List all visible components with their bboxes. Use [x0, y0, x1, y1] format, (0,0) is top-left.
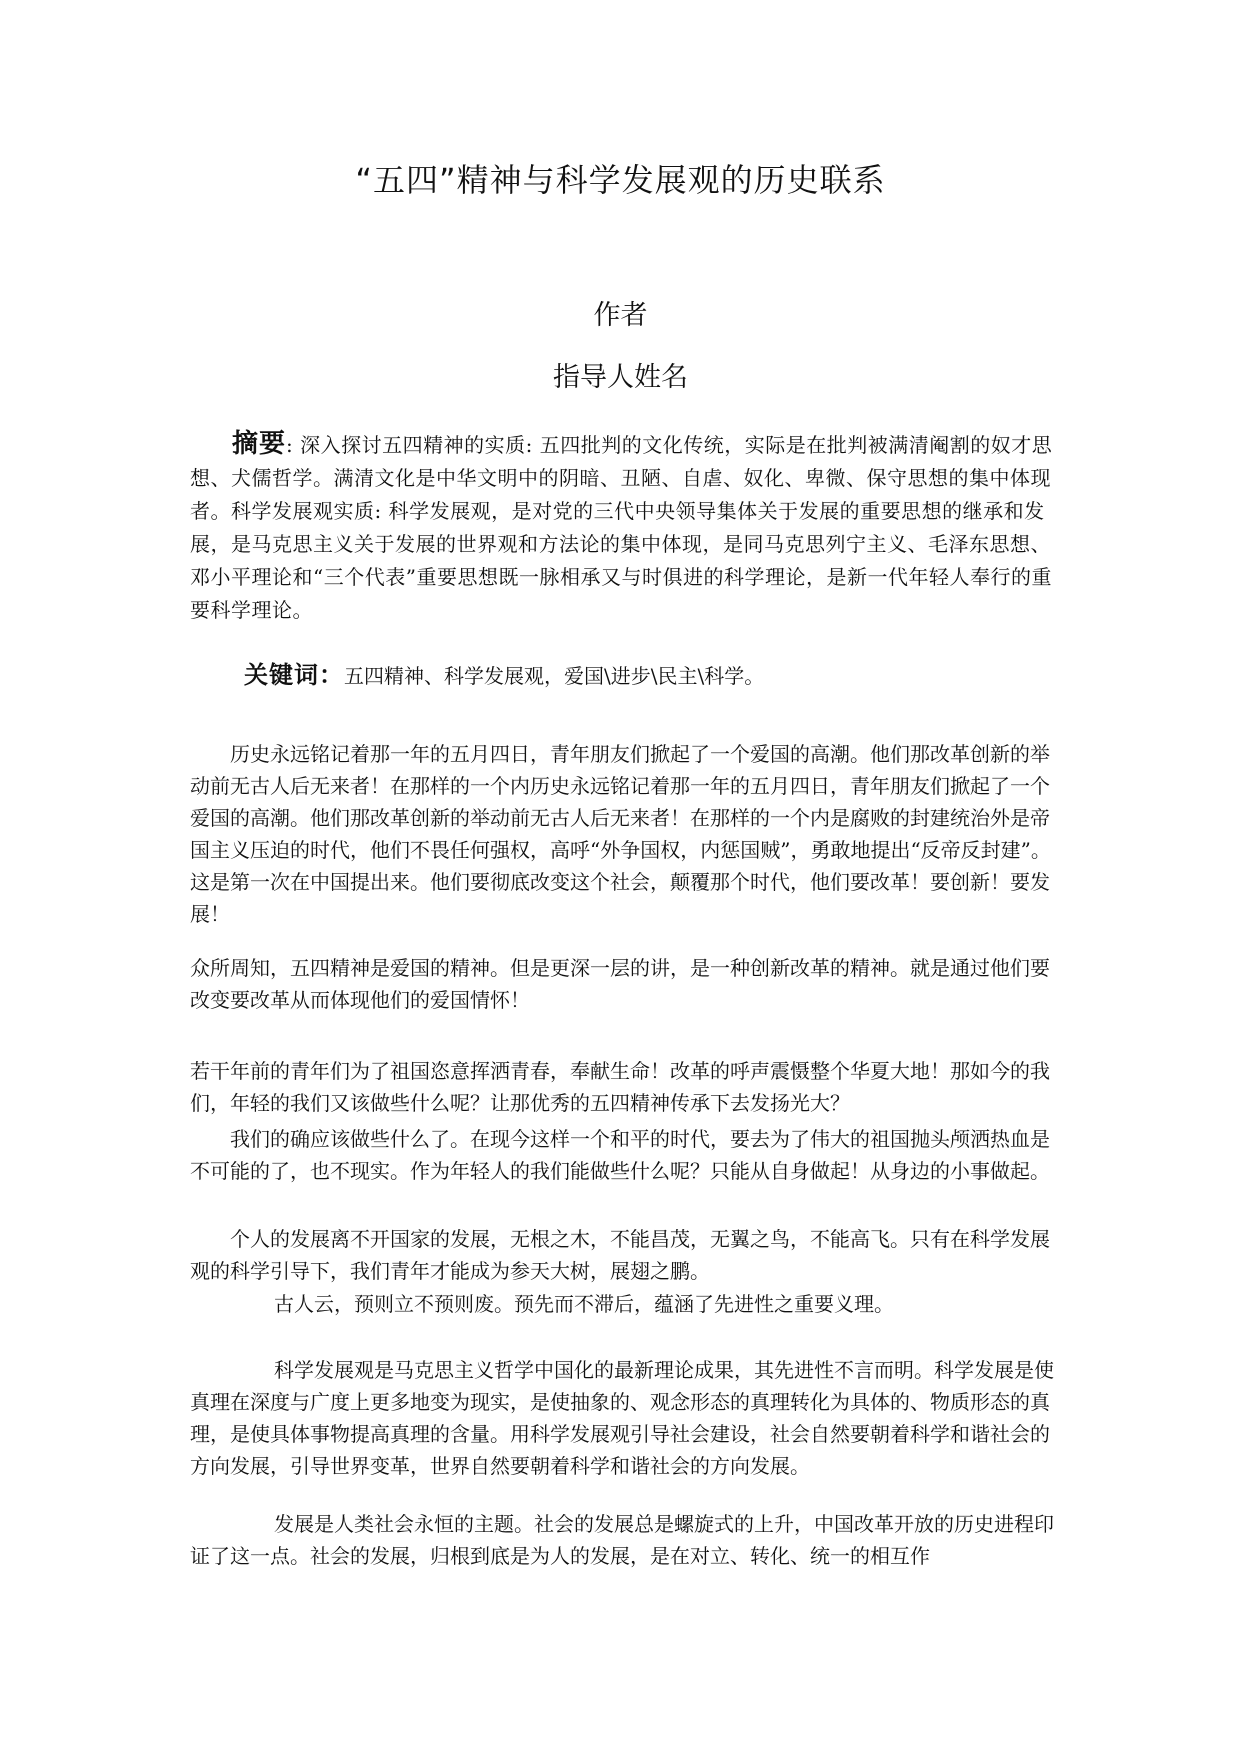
keywords-section	[244, 658, 1064, 693]
body-paragraph-3	[190, 1055, 1060, 1119]
body-paragraph-4	[190, 1123, 1060, 1187]
advisor-name: 指导人姓名	[553, 362, 688, 393]
abstract-section	[190, 428, 1060, 627]
paragraph-text: 若干年前的青年们为了祖国恣意挥洒青春，奉献生命！改革的呼声震慑整个华夏大地！那如今的我们，年轻的我们又该做些什么呢？让那优秀的五四精神传承下去发扬光大？	[190, 1059, 1050, 1115]
author-name: 作者	[593, 300, 648, 331]
body-paragraph-6	[190, 1288, 1060, 1320]
body-paragraph-8	[190, 1508, 1060, 1572]
body-paragraph-5	[190, 1223, 1060, 1287]
keywords-label: 关键词：	[244, 661, 344, 689]
paragraph-text: 历史永远铭记着那一年的五月四日，青年朋友们掀起了一个爱国的高潮。他们那改革创新的举动前无古人后无来者！在那样的一个内历史永远铭记着那一年的五月四日，青年朋友们掀起了一个爱国的高潮。他们那改革创新的举动前无古人后无来者！在那样的一个内是腐败的封建统治外是帝国主义压迫的时代，他们不畏任何强权，高呼“外争国权，内惩国贼”，勇敢地提出“反帝反封建”。这是第一次在中国提出来。他们要彻底改变这个社会，颠覆那个时代，他们要改革！要创新！要发展！	[190, 742, 1051, 926]
paragraph-text: 我们的确应该做些什么了。在现今这样一个和平的时代，要去为了伟大的祖国抛头颅洒热血是不可能的了，也不现实。作为年轻人的我们能做些什么呢？只能从自身做起！从身边的小事做起。	[190, 1127, 1050, 1183]
body-paragraph-1	[190, 738, 1060, 930]
abstract-text: : 深入探讨五四精神的实质: 五四批判的文化传统，实际是在批判被满清阉割的奴才思想、犬儒哲学。满清文化是中华文明中的阴暗、丑陋、自虐、奴化、卑微、保守思想的集中体现者。科学发展观实质: 科学发展观，是对党的三代中央领导集体关于发展的重要思想的继承和发展，是马克思主义关于发展的世界观和方法论的集中体现，是同马克思列宁主义、毛泽东思想、邓小平理论和“三个代表”重要思想既一脉相承又与时俱进的科学理论，是新一代年轻人奉行的重要科学理论。	[190, 433, 1053, 622]
paragraph-text: 发展是人类社会永恒的主题。社会的发展总是螺旋式的上升，中国改革开放的历史进程印证了这一点。社会的发展，归根到底是为人的发展，是在对立、转化、统一的相互作	[190, 1512, 1054, 1568]
paragraph-text: 个人的发展离不开国家的发展，无根之木，不能昌茂，无翼之鸟，不能高飞。只有在科学发展观的科学引导下，我们青年才能成为参天大树，展翅之鹏。	[190, 1227, 1050, 1283]
body-paragraph-7	[190, 1354, 1060, 1482]
keywords-text: 五四精神、科学发展观，爱国\进步\民主\科学。	[344, 664, 765, 688]
body-paragraph-2	[190, 952, 1060, 1016]
paragraph-text: 科学发展观是马克思主义哲学中国化的最新理论成果，其先进性不言而明。科学发展是使真理在深度与广度上更多地变为现实，是使抽象的、观念形态的真理转化为具体的、物质形态的真理，是使具体事物提高真理的含量。用科学发展观引导社会建设，社会自然要朝着科学和谐社会的方向发展，引导世界变革，世界自然要朝着科学和谐社会的方向发展。	[190, 1358, 1054, 1478]
paragraph-text: 众所周知，五四精神是爱国的精神。但是更深一层的讲，是一种创新改革的精神。就是通过他们要改变要改革从而体现他们的爱国情怀！	[190, 956, 1050, 1012]
abstract-label: 摘要	[232, 429, 287, 459]
paragraph-text: 古人云，预则立不预则废。预先而不滞后，蕴涵了先进性之重要义理。	[274, 1292, 894, 1316]
document-title: “五四”精神与科学发展观的历史联系	[355, 161, 886, 199]
